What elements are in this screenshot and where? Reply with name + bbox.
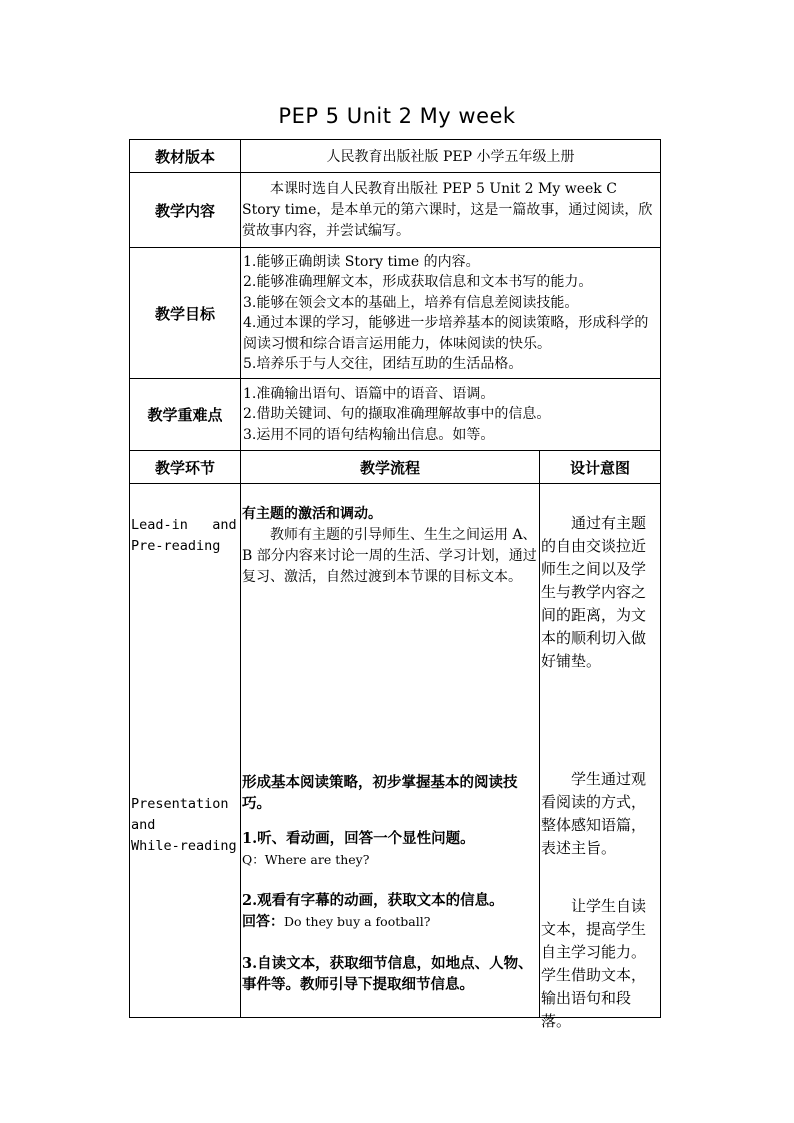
stage-presentation-line3: While-reading	[131, 838, 237, 854]
row-content	[130, 173, 661, 248]
leadin-heading: 有主题的激活和调动。	[242, 506, 382, 522]
keypoints-cell	[241, 379, 661, 451]
design-presentation-2	[541, 895, 659, 1033]
design-cell	[540, 484, 661, 1030]
stage-presentation-line1: Presentation	[131, 796, 229, 812]
flow-cell	[241, 484, 540, 1018]
keypoints-list	[241, 383, 660, 447]
stage-cell	[130, 484, 241, 1018]
row-edition	[130, 140, 661, 173]
goals-cell	[241, 248, 661, 379]
page-title: PEP 5 Unit 2 My week	[278, 104, 516, 128]
design-header: 设计意图	[540, 451, 661, 484]
design-presentation-text-1: 学生通过观看阅读的方式，整体感知语篇，表述主旨。	[541, 770, 647, 857]
lesson-plan-table	[129, 139, 661, 1030]
goal-item: 4.通过本课的学习，能够进一步培养基本的阅读策略，形成科学的阅读习惯和综合语言运用能力，体味阅读的快乐。	[243, 315, 649, 352]
edition-label: 教材版本	[130, 140, 241, 173]
keypoints-label: 教学重难点	[130, 379, 241, 451]
step2: 2.观看有字幕的动画，获取文本的信息。	[242, 892, 504, 909]
step2-answer-line	[242, 911, 538, 933]
row-keypoints	[130, 379, 661, 451]
step1-question: Q：Where are they?	[242, 852, 370, 867]
keypoint-item: 1.准确输出语句、语篇中的语音、语调。	[243, 385, 495, 402]
flow-presentation	[242, 772, 538, 995]
step3: 3.自读文本，获取细节信息，如地点、人物、事件等。教师引导下提取细节信息。	[242, 955, 533, 993]
goal-item: 1.能够正确朗读 Story time 的内容。	[243, 253, 480, 270]
flow-header: 教学流程	[241, 451, 540, 484]
step2-question: Do they buy a football?	[284, 914, 431, 929]
design-leadin-text: 通过有主题的自由交谈拉近师生之间以及学生与教学内容之间的距离，为文本的顺利切入做好铺垫。	[541, 514, 647, 670]
edition-value: 人民教育出版社版 PEP 小学五年级上册	[241, 140, 661, 173]
step1: 1.听、看动画，回答一个显性问题。	[242, 830, 475, 847]
keypoint-item: 3.运用不同的语句结构输出信息。如等。	[243, 426, 495, 443]
stage-presentation	[131, 794, 237, 857]
step2-prefix: 回答：	[242, 914, 284, 930]
row-process-body	[130, 484, 661, 1018]
design-presentation-text-2: 让学生自读文本，提高学生自主学习能力。学生借助文本，输出语句和段落。	[541, 897, 647, 1030]
goal-item: 5.培养乐于与人交往，团结互助的生活品格。	[243, 356, 523, 372]
presentation-heading: 形成基本阅读策略，初步掌握基本的阅读技巧。	[242, 774, 518, 812]
goals-list	[241, 251, 660, 376]
row-process-header	[130, 451, 661, 484]
design-presentation-1	[541, 768, 659, 860]
design-leadin	[541, 512, 659, 673]
content-label: 教学内容	[130, 173, 241, 248]
leadin-body: 教师有主题的引导师生、生生之间运用 A、B 部分内容来讨论一周的生活、学习计划，通过复习、激活，自然过渡到本节课的目标文本。	[242, 527, 537, 585]
goal-item: 3.能够在领会文本的基础上，培养有信息差阅读技能。	[243, 294, 579, 311]
stage-leadin-line2: Pre-reading	[131, 538, 221, 554]
stage-leadin	[131, 515, 237, 557]
flow-leadin	[242, 504, 538, 588]
keypoint-item: 2.借助关键词、句的撷取准确理解故事中的信息。	[243, 406, 551, 423]
stage-presentation-line2: and	[131, 817, 156, 833]
content-cell	[241, 173, 661, 248]
content-value: 本课时选自人民教育出版社 PEP 5 Unit 2 My week C Story time，是本单元的第六课时，这是一篇故事，通过阅读，欣赏故事内容，并尝试编写。	[242, 180, 653, 239]
stage-leadin-line1: Lead-in and	[131, 517, 237, 533]
goal-item: 2.能够准确理解文本，形成获取信息和文本书写的能力。	[243, 274, 593, 290]
row-goals	[130, 248, 661, 379]
stage-header: 教学环节	[130, 451, 241, 484]
goals-label: 教学目标	[130, 248, 241, 379]
